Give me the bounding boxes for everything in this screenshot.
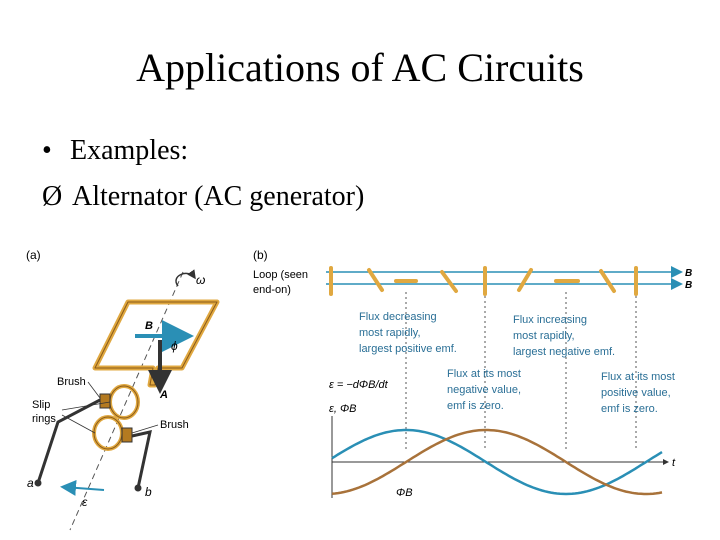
terminal-a-label: a — [27, 476, 34, 490]
rotation-axis — [70, 272, 183, 530]
note-2 — [513, 314, 615, 358]
svg-text:Flux increasing: Flux increasing — [513, 314, 587, 326]
lead-b — [132, 432, 150, 488]
brush-bottom — [122, 428, 132, 442]
svg-text:emf is zero.: emf is zero. — [447, 400, 504, 412]
bullet-dot-icon: • — [42, 135, 52, 166]
svg-text:Flux decreasing: Flux decreasing — [359, 311, 437, 323]
note-3 — [447, 368, 521, 412]
slip-label-1: Slip — [32, 399, 51, 411]
emf-equation: ε = −dΦB/dt — [329, 379, 388, 391]
wire-loop — [95, 302, 217, 385]
subbullet-text: Alternator (AC generator) — [72, 181, 365, 212]
svg-text:largest positive emf.: largest positive emf. — [359, 343, 457, 355]
alternator-figure — [0, 240, 720, 540]
panel-a — [26, 248, 217, 530]
svg-text:most rapidly,: most rapidly, — [359, 327, 421, 339]
b-field-label: B — [145, 320, 153, 332]
terminal-b-label: b — [145, 485, 152, 499]
axis-label: ε, ΦB — [329, 403, 357, 415]
area-vector-label: A — [160, 389, 168, 401]
svg-text:most rapidly,: most rapidly, — [513, 330, 575, 342]
omega-label: ω — [196, 273, 206, 287]
brush-top-label: Brush — [57, 376, 86, 388]
loop-label-1: Loop (seen — [253, 269, 309, 281]
b-bottom-label: B — [685, 280, 693, 291]
svg-text:negative value,: negative value, — [447, 384, 521, 396]
terminal-b — [135, 485, 142, 492]
flux-curve-label: ΦB — [396, 487, 413, 499]
bullet-text: Examples: — [70, 135, 189, 166]
panel-b-label: (b) — [253, 248, 268, 262]
svg-text:largest negative emf.: largest negative emf. — [513, 346, 616, 358]
terminal-a — [35, 480, 42, 487]
loop-label-2: end-on) — [253, 284, 291, 296]
emf-arrow-icon — [64, 487, 104, 490]
arrow-bullet-icon: Ø — [42, 181, 63, 212]
brush-top — [100, 394, 110, 408]
slip-label-2: rings — [32, 413, 56, 425]
panel-a-label: (a) — [26, 248, 41, 262]
rotation-arrow-icon — [176, 273, 195, 286]
subbullet-alternator — [42, 181, 364, 213]
svg-text:positive value,: positive value, — [601, 387, 671, 399]
brush-bottom-label: Brush — [160, 419, 189, 431]
bullet-examples — [42, 135, 188, 167]
t-axis-label: t — [672, 457, 676, 469]
phi-label: ϕ — [171, 339, 178, 353]
svg-text:Flux at its most: Flux at its most — [447, 368, 521, 380]
panel-b — [253, 248, 692, 499]
svg-text:Flux at its most: Flux at its most — [601, 371, 675, 383]
emf-label: ε — [82, 495, 88, 509]
note-4 — [601, 371, 675, 415]
slide-title: Applications of AC Circuits — [136, 45, 584, 90]
svg-text:emf is zero.: emf is zero. — [601, 403, 658, 415]
b-top-label: B — [685, 268, 693, 279]
note-1 — [359, 311, 457, 355]
